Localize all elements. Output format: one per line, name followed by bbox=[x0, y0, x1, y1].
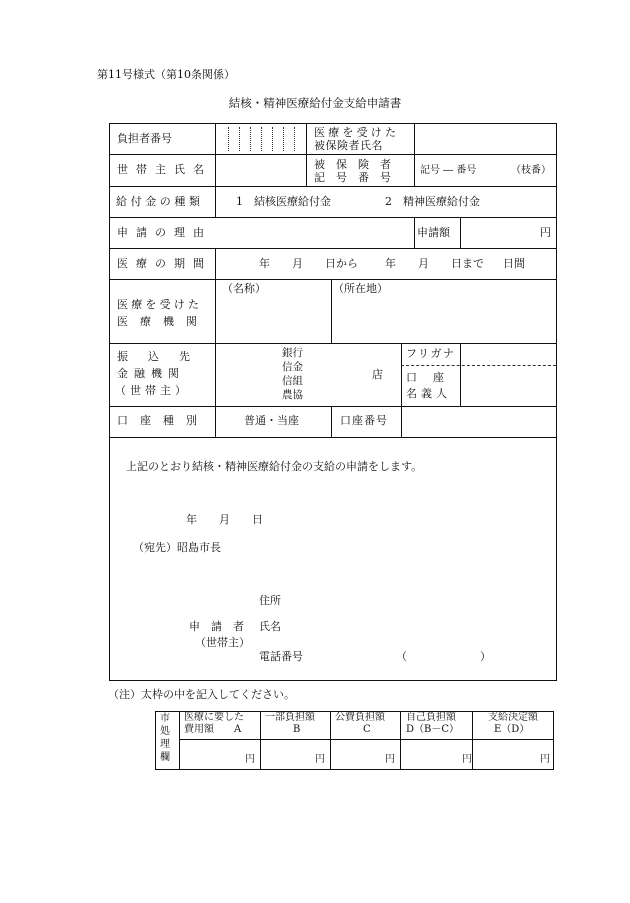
office-yen-e: 円 bbox=[540, 754, 550, 765]
label-householder: 世帯主氏名 bbox=[117, 163, 212, 176]
period-from[interactable]: 年 月 日から bbox=[259, 257, 358, 270]
office-yen-b: 円 bbox=[315, 754, 325, 765]
declaration-date[interactable]: 年 月 日 bbox=[186, 513, 263, 526]
field-account-holder[interactable] bbox=[461, 366, 555, 404]
branch-number: （枝番） bbox=[511, 165, 551, 176]
field-reason[interactable] bbox=[216, 218, 411, 247]
label-institution-1: 医療を受けた bbox=[117, 298, 203, 311]
field-furigana[interactable] bbox=[461, 344, 555, 364]
field-householder[interactable] bbox=[216, 156, 304, 184]
office-col-e-l1: 支給決定額 bbox=[488, 712, 538, 723]
office-col-b-l2: B bbox=[293, 724, 301, 735]
benefit-option-2[interactable]: 2 精神医療給付金 bbox=[385, 195, 480, 208]
office-col-a-l2: 費用額 A bbox=[184, 724, 242, 735]
field-phone[interactable] bbox=[410, 645, 476, 665]
office-col-e-l2: E（D） bbox=[494, 724, 530, 735]
period-days: 日間 bbox=[503, 257, 525, 270]
label-amount: 申請額 bbox=[417, 226, 450, 239]
institution-location-label: （所在地） bbox=[333, 282, 388, 295]
office-label-1: 市 bbox=[160, 713, 170, 724]
label-householder-paren: （世帯主） bbox=[195, 636, 250, 649]
field-institution-name[interactable] bbox=[216, 295, 328, 339]
label-insured-1: 被保険者 bbox=[314, 158, 402, 171]
institution-name-label: （名称） bbox=[222, 282, 266, 295]
branch-store: 店 bbox=[372, 368, 383, 381]
label-recipient-name-2: 被保険者氏名 bbox=[314, 139, 383, 152]
note: （注）太枠の中を記入してください。 bbox=[108, 688, 295, 701]
label-account-type: 口座種別 bbox=[117, 414, 209, 427]
page-title: 結核・精神医療給付金支給申請書 bbox=[228, 96, 402, 110]
label-period: 医療の期間 bbox=[117, 257, 212, 270]
label-holder-1: 口座 bbox=[406, 371, 460, 384]
office-label-2: 処 bbox=[160, 726, 170, 737]
label-reason: 申請の理由 bbox=[117, 226, 212, 239]
office-yen-c: 円 bbox=[385, 754, 395, 765]
bank-type-4[interactable]: 農協 bbox=[282, 389, 303, 401]
declaration-statement: 上記のとおり結核・精神医療給付金の支給の申請をします。 bbox=[126, 460, 423, 473]
label-holder-2: 名義人 bbox=[406, 387, 451, 400]
field-burden-number[interactable] bbox=[216, 125, 304, 153]
field-institution-location[interactable] bbox=[333, 295, 555, 339]
field-applicant-name[interactable] bbox=[290, 614, 540, 634]
bank-type-2[interactable]: 信金 bbox=[282, 361, 303, 373]
label-bank-2: 金融機関 bbox=[117, 367, 185, 380]
field-account-number[interactable] bbox=[402, 407, 555, 435]
account-type-value[interactable]: 普通・当座 bbox=[244, 414, 299, 427]
bank-type-1[interactable]: 銀行 bbox=[282, 347, 303, 359]
label-bank-3: （世帯主） bbox=[115, 384, 190, 397]
amount-yen: 円 bbox=[540, 226, 551, 239]
label-insured-2: 記号番号 bbox=[314, 171, 402, 184]
office-col-a-l1: 医療に要した bbox=[184, 712, 244, 723]
field-address[interactable] bbox=[290, 588, 540, 608]
label-recipient-name-1: 医療を受けた bbox=[314, 126, 400, 139]
phone-close-paren: ） bbox=[480, 650, 491, 663]
label-benefit-type: 給付金の種類 bbox=[116, 195, 204, 208]
declaration-addressee: （宛先）昭島市長 bbox=[133, 541, 221, 554]
office-col-d-l1: 自己負担額 bbox=[406, 712, 456, 723]
label-furigana: フリガナ bbox=[406, 347, 456, 360]
field-recipient-name[interactable] bbox=[415, 125, 555, 153]
label-burden-number: 負担者番号 bbox=[117, 132, 172, 145]
office-yen-a: 円 bbox=[245, 754, 255, 765]
label-bank-1: 振込先 bbox=[117, 350, 210, 363]
period-to[interactable]: 年 月 日まで bbox=[385, 257, 484, 270]
label-account-number: 口座番号 bbox=[340, 414, 388, 427]
office-label-3: 理 bbox=[160, 739, 170, 750]
bank-type-3[interactable]: 信組 bbox=[282, 375, 303, 387]
office-yen-d: 円 bbox=[462, 754, 472, 765]
label-institution-2: 医療機関 bbox=[117, 315, 209, 328]
label-address: 住所 bbox=[259, 594, 281, 607]
office-col-b-l1: 一部負担額 bbox=[265, 712, 315, 723]
label-applicant: 申 請 者 bbox=[189, 620, 244, 633]
field-amount[interactable] bbox=[461, 218, 555, 247]
office-col-d-l2: D（B－C） bbox=[406, 724, 460, 735]
office-label-4: 欄 bbox=[160, 752, 170, 763]
office-col-c-l2: C bbox=[363, 724, 371, 735]
label-applicant-name: 氏名 bbox=[259, 620, 281, 633]
form-number: 第11号様式（第10条関係） bbox=[97, 68, 235, 81]
label-phone: 電話番号 bbox=[259, 650, 303, 663]
benefit-option-1[interactable]: 1 結核医療給付金 bbox=[236, 195, 331, 208]
office-col-c-l1: 公費負担額 bbox=[335, 712, 385, 723]
symbol-number: 記号 ― 番号 bbox=[420, 165, 477, 176]
phone-open-paren: （ bbox=[396, 650, 407, 663]
